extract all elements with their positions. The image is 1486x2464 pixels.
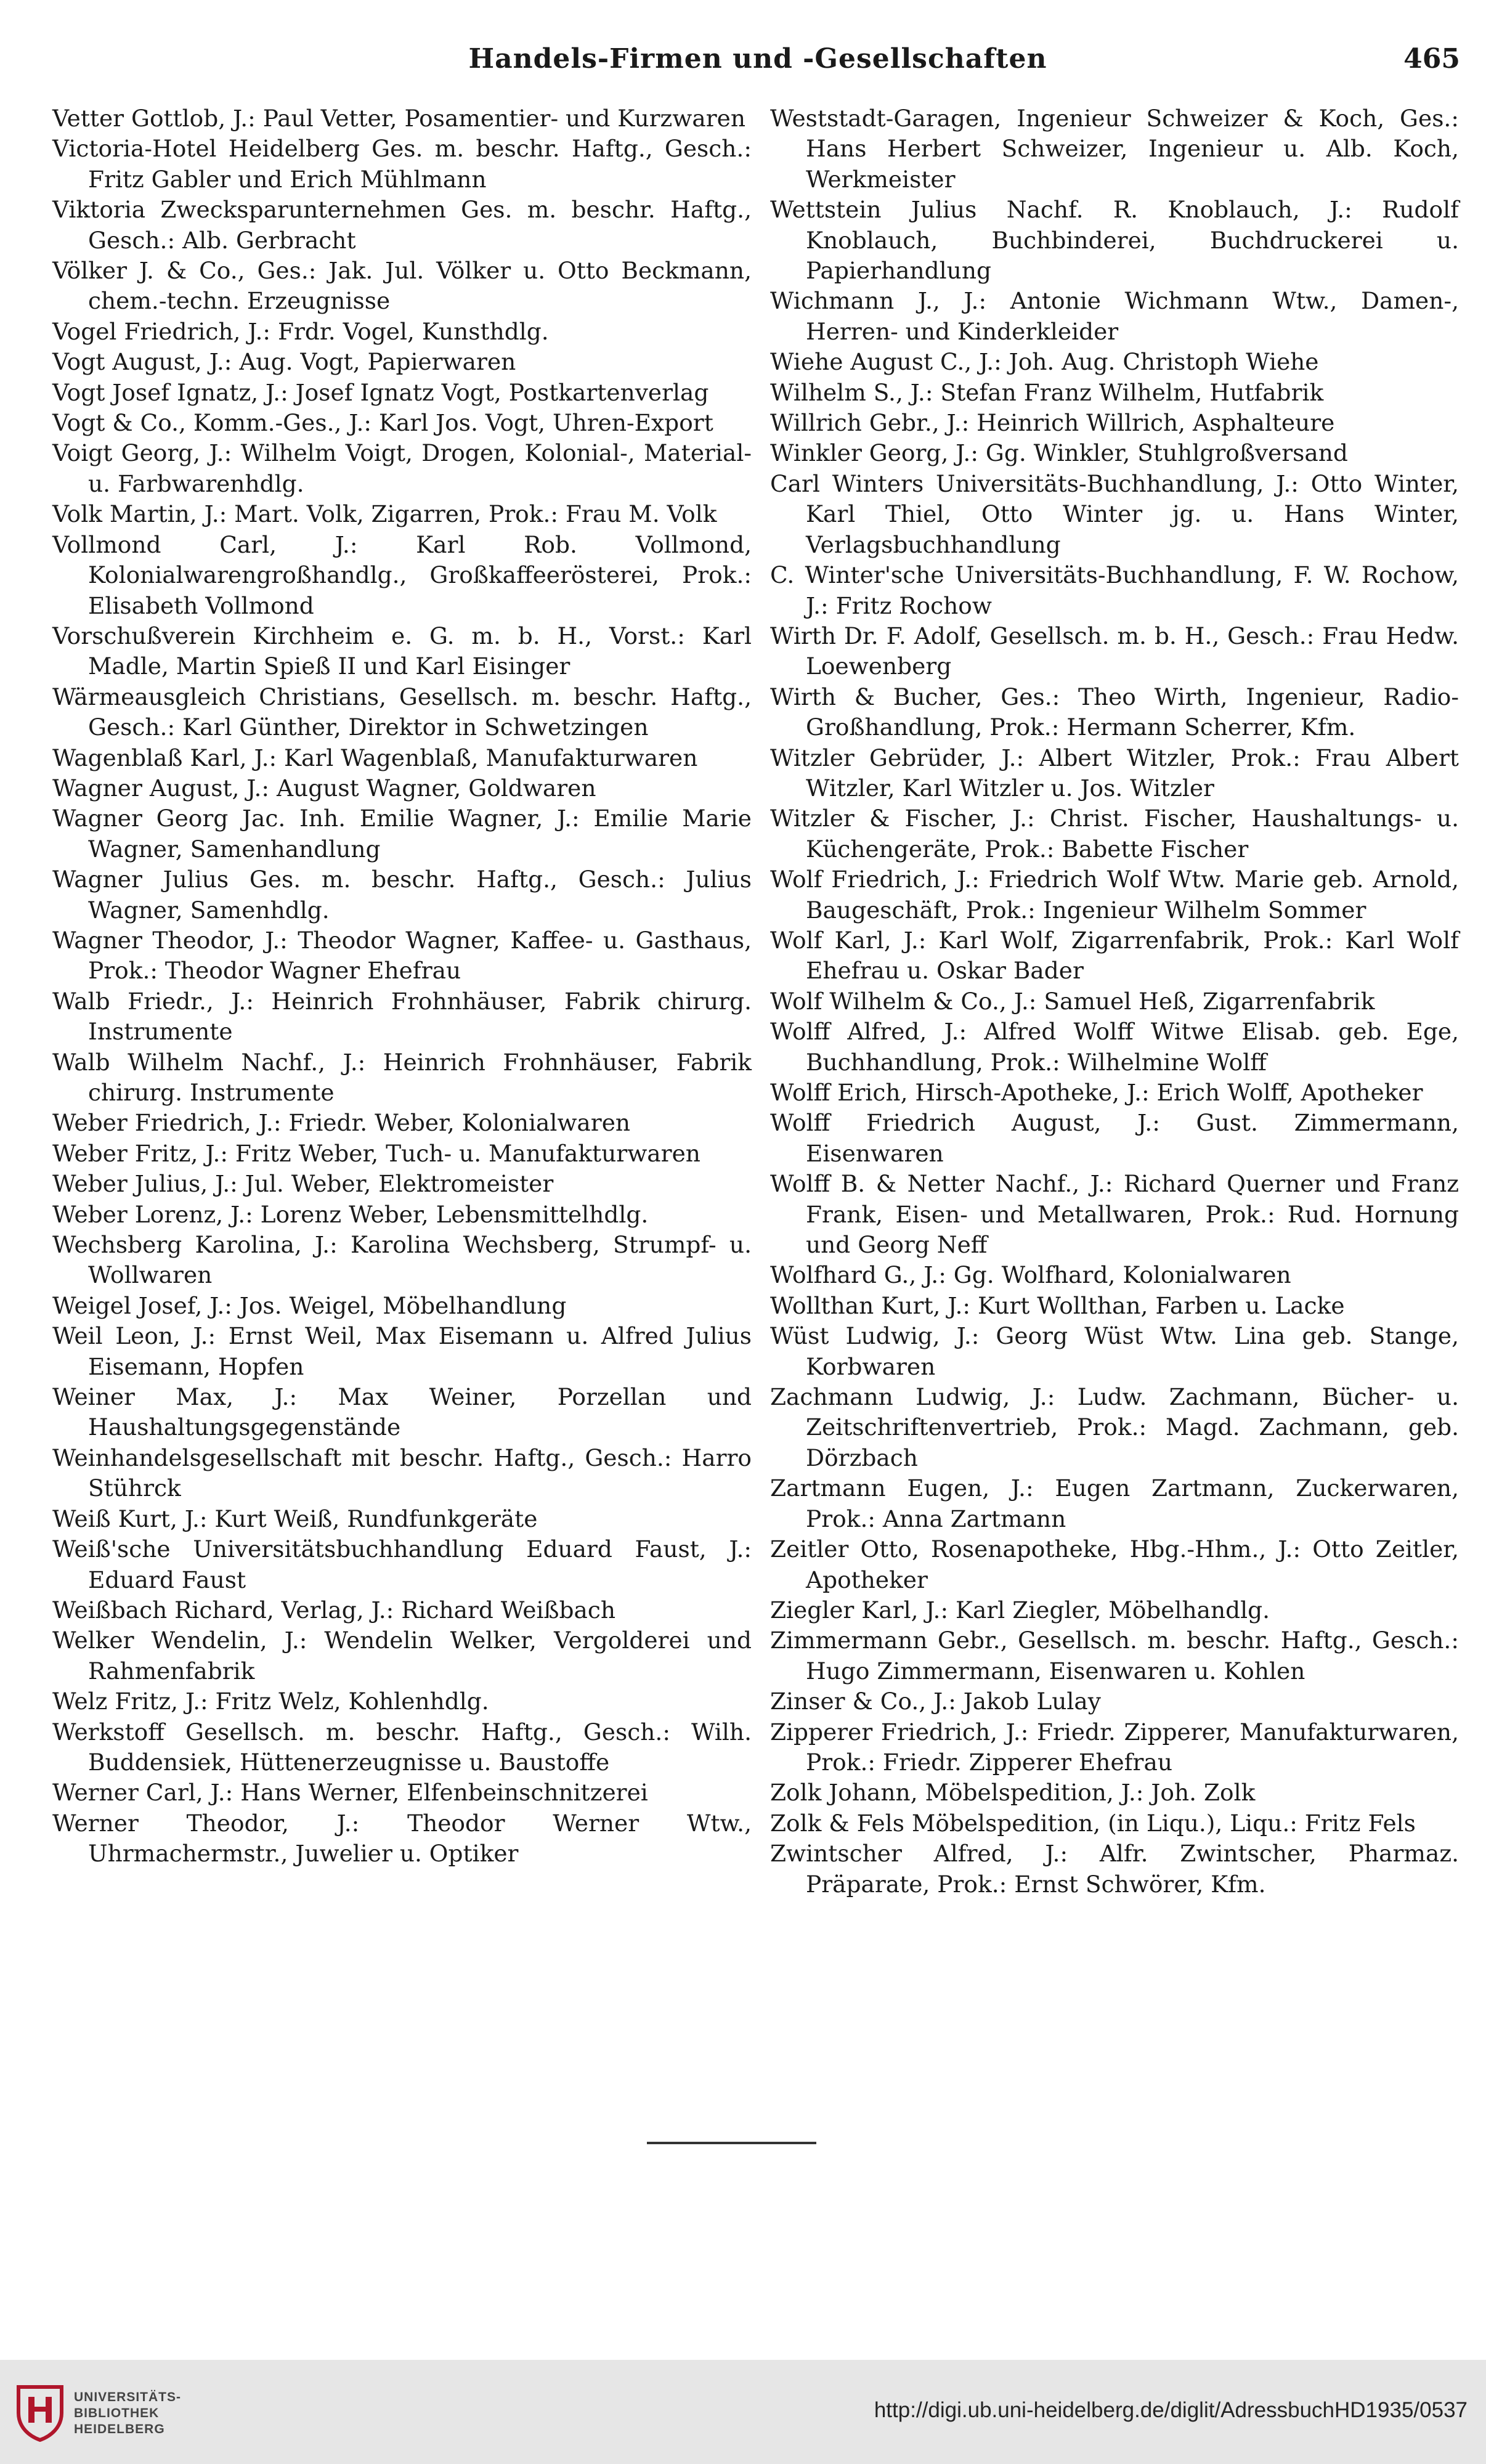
logo-line: HEIDELBERG <box>74 2422 165 2436</box>
logo-line: BIBLIOTHEK <box>74 2406 160 2420</box>
directory-entry: Weiß Kurt, J.: Kurt Weiß, Rundfunkgeräte <box>52 1505 538 1532</box>
library-logo-text <box>74 2389 181 2438</box>
directory-entry: Vogt & Co., Komm.-Ges., J.: Karl Jos. Vogt, Uhren-Export <box>52 409 713 437</box>
directory-entry: Wolfhard G., J.: Gg. Wolfhard, Kolonialwaren <box>770 1261 1291 1289</box>
right-column <box>770 104 1459 1900</box>
directory-entry: Weiner Max, J.: Max Weiner, Porzellan und Haushaltungsgegenstände <box>52 1383 752 1441</box>
directory-entry: Weber Fritz, J.: Fritz Weber, Tuch- u. Manufakturwaren <box>52 1139 700 1167</box>
directory-entry: Zartmann Eugen, J.: Eugen Zartmann, Zuckerwaren, Prok.: Anna Zartmann <box>770 1474 1459 1532</box>
directory-entry: Wirth & Bucher, Ges.: Theo Wirth, Ingenieur, Radio-Großhandlung, Prok.: Hermann Scherrer, Kfm. <box>770 683 1459 741</box>
directory-entry: Wüst Ludwig, J.: Georg Wüst Wtw. Lina geb. Stange, Korbwaren <box>770 1322 1459 1380</box>
directory-entry: Zolk & Fels Möbelspedition, (in Liqu.), Liqu.: Fritz Fels <box>770 1809 1416 1837</box>
directory-entry: C. Winter'sche Universitäts-Buchhandlung, F. W. Rochow, J.: Fritz Rochow <box>770 561 1459 619</box>
directory-entry: Witzler Gebrüder, J.: Albert Witzler, Prok.: Frau Albert Witzler, Karl Witzler u. Jos. Witzler <box>770 744 1459 802</box>
directory-entry: Walb Wilhelm Nachf., J.: Heinrich Frohnhäuser, Fabrik chirurg. Instrumente <box>52 1048 752 1106</box>
directory-entry: Wolf Wilhelm & Co., J.: Samuel Heß, Zigarrenfabrik <box>770 987 1375 1015</box>
directory-entry: Werner Carl, J.: Hans Werner, Elfenbeinschnitzerei <box>52 1779 648 1807</box>
directory-entry: Wollthan Kurt, J.: Kurt Wollthan, Farben u. Lacke <box>770 1291 1345 1319</box>
directory-entry: Witzler & Fischer, J.: Christ. Fischer, Haushaltungs- u. Küchengeräte, Prok.: Babette Fischer <box>770 805 1459 863</box>
directory-entry: Wechsberg Karolina, J.: Karolina Wechsberg, Strumpf- u. Wollwaren <box>52 1231 752 1289</box>
directory-entry: Werkstoff Gesellsch. m. beschr. Haftg., Gesch.: Wilh. Buddensiek, Hüttenerzeugnisse u. Baustoffe <box>52 1718 752 1776</box>
directory-entry: Zipperer Friedrich, J.: Friedr. Zipperer, Manufakturwaren, Prok.: Friedr. Zipperer Ehefrau <box>770 1718 1459 1776</box>
directory-entry: Zachmann Ludwig, J.: Ludw. Zachmann, Bücher- u. Zeitschriftenvertrieb, Prok.: Magd. Zachmann, geb. Dörzbach <box>770 1383 1459 1471</box>
end-rule <box>647 2142 816 2144</box>
source-url[interactable]: http://digi.ub.uni-heidelberg.de/diglit/AdressbuchHD1935/0537 <box>874 2398 1468 2422</box>
directory-entry: Viktoria Zwecksparunternehmen Ges. m. beschr. Haftg., Gesch.: Alb. Gerbracht <box>52 196 752 254</box>
page-number: 465 <box>1403 43 1460 75</box>
directory-entry: Weber Friedrich, J.: Friedr. Weber, Kolonialwaren <box>52 1109 631 1137</box>
directory-entry: Vogt Josef Ignatz, J.: Josef Ignatz Vogt, Postkartenverlag <box>52 378 709 406</box>
directory-entry: Welker Wendelin, J.: Wendelin Welker, Vergolderei und Rahmenfabrik <box>52 1627 752 1685</box>
directory-entry: Wilhelm S., J.: Stefan Franz Wilhelm, Hutfabrik <box>770 378 1324 406</box>
directory-entry: Zolk Johann, Möbelspedition, J.: Joh. Zolk <box>770 1779 1256 1807</box>
directory-entry: Wichmann J., J.: Antonie Wichmann Wtw., Damen-, Herren- und Kinderkleider <box>770 287 1459 345</box>
directory-entry: Vetter Gottlob, J.: Paul Vetter, Posamentier- und Kurzwaren <box>52 105 746 132</box>
directory-entry: Wiehe August C., J.: Joh. Aug. Christoph Wiehe <box>770 348 1319 376</box>
directory-entry: Victoria-Hotel Heidelberg Ges. m. beschr. Haftg., Gesch.: Fritz Gabler und Erich Mühlmann <box>52 135 752 193</box>
directory-entry: Weber Julius, J.: Jul. Weber, Elektromeister <box>52 1170 554 1198</box>
directory-entry: Weil Leon, J.: Ernst Weil, Max Eisemann u. Alfred Julius Eisemann, Hopfen <box>52 1322 752 1380</box>
logo-line: UNIVERSITÄTS- <box>74 2390 182 2404</box>
directory-entry: Welz Fritz, J.: Fritz Welz, Kohlenhdlg. <box>52 1688 489 1715</box>
directory-entry: Volk Martin, J.: Mart. Volk, Zigarren, Prok.: Frau M. Volk <box>52 500 717 528</box>
directory-entry: Wolff B. & Netter Nachf., J.: Richard Querner und Franz Frank, Eisen- und Metallwaren, Prok.: Rud. Hornung und Georg Neff <box>770 1170 1459 1259</box>
directory-entry: Carl Winters Universitäts-Buchhandlung, J.: Otto Winter, Karl Thiel, Otto Winter jg. u. Hans Winter, Verlagsbuchhandlung <box>770 470 1459 558</box>
directory-entry: Winkler Georg, J.: Gg. Winkler, Stuhlgroßversand <box>770 439 1348 467</box>
directory-entry: Werner Theodor, J.: Theodor Werner Wtw., Uhrmachermstr., Juwelier u. Optiker <box>52 1809 752 1868</box>
directory-entry: Wolff Alfred, J.: Alfred Wolff Witwe Elisab. geb. Ege, Buchhandlung, Prok.: Wilhelmine Wolff <box>770 1018 1459 1076</box>
directory-entry: Voigt Georg, J.: Wilhelm Voigt, Drogen, Kolonial-, Material- u. Farbwarenhdlg. <box>52 439 752 497</box>
library-logo-icon <box>14 2382 67 2442</box>
directory-entry: Walb Friedr., J.: Heinrich Frohnhäuser, Fabrik chirurg. Instrumente <box>52 987 752 1046</box>
directory-entry: Zeitler Otto, Rosenapotheke, Hbg.-Hhm., J.: Otto Zeitler, Apotheker <box>770 1535 1459 1593</box>
directory-entry: Wettstein Julius Nachf. R. Knoblauch, J.: Rudolf Knoblauch, Buchbinderei, Buchdruckerei u. Papierhandlung <box>770 196 1459 285</box>
page-title: Handels-Firmen und -Gesellschaften <box>468 43 1047 75</box>
directory-entry: Weiß'sche Universitätsbuchhandlung Eduard Faust, J.: Eduard Faust <box>52 1535 752 1593</box>
directory-entry: Vogt August, J.: Aug. Vogt, Papierwaren <box>52 348 516 376</box>
directory-entry: Vogel Friedrich, J.: Frdr. Vogel, Kunsthdlg. <box>52 317 549 345</box>
directory-entry: Wolff Friedrich August, J.: Gust. Zimmermann, Eisenwaren <box>770 1109 1459 1167</box>
directory-entry: Wagner Georg Jac. Inh. Emilie Wagner, J.: Emilie Marie Wagner, Samenhandlung <box>52 805 752 863</box>
directory-entry: Wolf Friedrich, J.: Friedrich Wolf Wtw. Marie geb. Arnold, Baugeschäft, Prok.: Ingenieur Wilhelm Sommer <box>770 866 1459 924</box>
directory-entry: Wirth Dr. F. Adolf, Gesellsch. m. b. H., Gesch.: Frau Hedw. Loewenberg <box>770 622 1459 680</box>
directory-entry: Zinser & Co., J.: Jakob Lulay <box>770 1688 1101 1715</box>
directory-entry: Vorschußverein Kirchheim e. G. m. b. H., Vorst.: Karl Madle, Martin Spieß II und Karl Eisinger <box>52 622 752 680</box>
directory-entry: Zwintscher Alfred, J.: Alfr. Zwintscher, Pharmaz. Präparate, Prok.: Ernst Schwörer, Kfm. <box>770 1840 1459 1898</box>
directory-entry: Wagenblaß Karl, J.: Karl Wagenblaß, Manufakturwaren <box>52 744 698 771</box>
directory-entry: Ziegler Karl, J.: Karl Ziegler, Möbelhandlg. <box>770 1596 1270 1624</box>
left-column <box>52 104 752 1869</box>
directory-entry: Willrich Gebr., J.: Heinrich Willrich, Asphalteure <box>770 409 1335 437</box>
directory-entry: Wagner Theodor, J.: Theodor Wagner, Kaffee- u. Gasthaus, Prok.: Theodor Wagner Ehefrau <box>52 926 752 985</box>
directory-entry: Wolf Karl, J.: Karl Wolf, Zigarrenfabrik, Prok.: Karl Wolf Ehefrau u. Oskar Bader <box>770 926 1459 985</box>
directory-entry: Zimmermann Gebr., Gesellsch. m. beschr. Haftg., Gesch.: Hugo Zimmermann, Eisenwaren u. Kohlen <box>770 1627 1459 1685</box>
directory-entry: Wagner August, J.: August Wagner, Goldwaren <box>52 774 596 802</box>
directory-entry: Weißbach Richard, Verlag, J.: Richard Weißbach <box>52 1596 616 1624</box>
directory-entry: Vollmond Carl, J.: Karl Rob. Vollmond, Kolonialwarengroßhandlg., Großkaffeerösterei, Prok.: Elisabeth Vollmond <box>52 531 752 619</box>
directory-entry: Völker J. & Co., Ges.: Jak. Jul. Völker u. Otto Beckmann, chem.-techn. Erzeugnisse <box>52 257 752 315</box>
directory-entry: Wagner Julius Ges. m. beschr. Haftg., Gesch.: Julius Wagner, Samenhdlg. <box>52 866 752 924</box>
directory-entry: Weststadt-Garagen, Ingenieur Schweizer & Koch, Ges.: Hans Herbert Schweizer, Ingenieur u. Alb. Koch, Werkmeister <box>770 105 1459 193</box>
directory-entry: Wärmeausgleich Christians, Gesellsch. m. beschr. Haftg., Gesch.: Karl Günther, Direktor in Schwetzingen <box>52 683 752 741</box>
directory-entry: Weigel Josef, J.: Jos. Weigel, Möbelhandlung <box>52 1291 567 1319</box>
directory-entry: Weber Lorenz, J.: Lorenz Weber, Lebensmittelhdlg. <box>52 1200 649 1228</box>
directory-entry: Wolff Erich, Hirsch-Apotheke, J.: Erich Wolff, Apotheker <box>770 1079 1423 1106</box>
footer-bar <box>0 2360 1486 2464</box>
directory-entry: Weinhandelsgesellschaft mit beschr. Haftg., Gesch.: Harro Stührck <box>52 1444 752 1502</box>
page-header <box>55 43 1460 86</box>
